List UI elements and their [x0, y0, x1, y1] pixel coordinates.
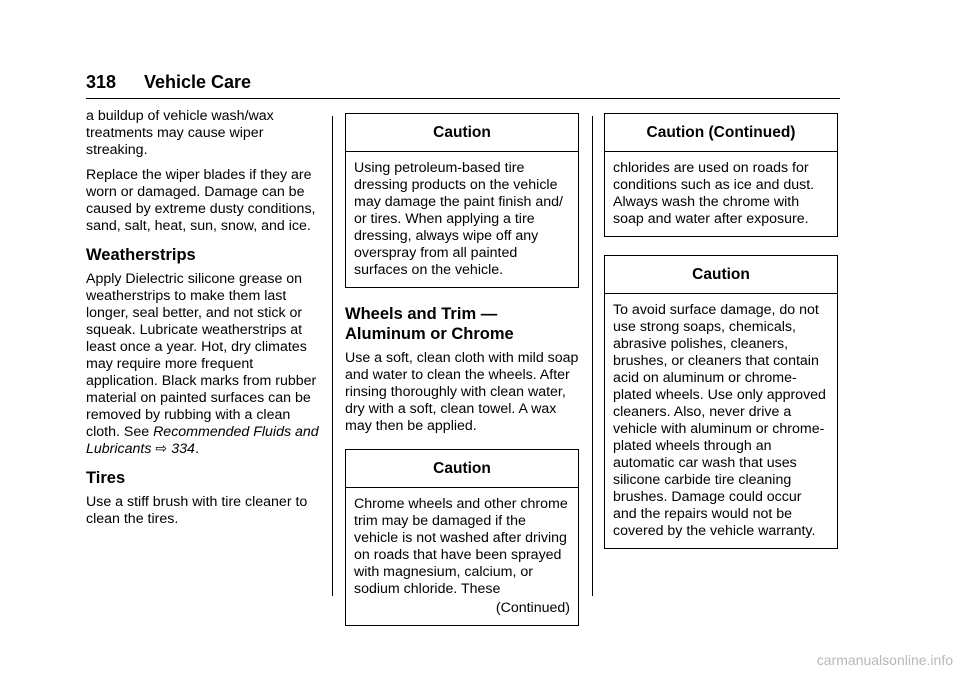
heading-weatherstrips: Weatherstrips [86, 246, 196, 264]
caution-box-continued [604, 113, 838, 237]
caution-box-chrome [345, 449, 579, 626]
column-middle [345, 113, 579, 626]
caution-box-surface-damage [604, 255, 838, 549]
heading-wheels-trim: Wheels and Trim — Aluminum or Chrome [345, 305, 514, 343]
reference-arrow-icon: ⇨ [155, 441, 168, 457]
caution-title: Caution [433, 124, 491, 141]
paragraph-tires: Use a stiff brush with tire cleaner to clean the tires. [86, 494, 308, 527]
reference-page-number[interactable]: 334 [171, 441, 195, 457]
caution-title: Caution (Continued) [646, 124, 796, 141]
paragraph-weatherstrips [86, 271, 322, 458]
column-divider-right [592, 116, 593, 596]
caution-text: chlorides are used on roads for conditions such as ice and dust. Always wash the chrome with soap and water after exposure. [613, 160, 815, 227]
caution-title: Caution [433, 460, 491, 477]
caution-body [346, 488, 578, 625]
watermark: carmanualsonline.info [816, 652, 953, 668]
paragraph-wheels: Use a soft, clean cloth with mild soap and water to clean the wheels. After rinsing thoroughly with clean water, dry with a soft, clean towel. A wax may then be applied. [345, 350, 579, 434]
paragraph-wiper-replace: Replace the wiper blades if they are worn or damaged. Damage can be caused by extreme dusty conditions, sand, salt, heat, sun, snow, and ice. [86, 167, 316, 234]
caution-text: Using petroleum-based tire dressing products on the vehicle may damage the paint finish and/ or tires. When applying a tire dressing, always wipe off any overspray from all painted surfaces on the vehicle. [354, 160, 564, 278]
page-number: 318 [86, 72, 117, 92]
paragraph-wiper-buildup: a buildup of vehicle wash/wax treatments may cause wiper streaking. [86, 108, 274, 158]
weatherstrips-end: . [194, 441, 199, 457]
reference-link-fluids[interactable]: Recommended Fluids and Lubricants [86, 424, 319, 457]
heading-tires: Tires [86, 469, 126, 487]
header-rule [86, 98, 840, 99]
caution-box-tire-dressing [345, 113, 579, 288]
section-title: Vehicle Care [144, 72, 252, 92]
column-left [86, 108, 322, 536]
caution-text: Chrome wheels and other chrome trim may be damaged if the vehicle is not washed after driving on roads that have been sprayed with magnesium, calcium, or sodium chloride. These [354, 496, 568, 597]
weatherstrips-text: Apply Dielectric silicone grease on weatherstrips to make them last longer, seal better, and not stick or squeak. Lubricate weatherstrips at least once a year. Hot, dry climates may require more frequent application. Black marks from rubber material on painted surfaces can be removed by rubbing with a clean cloth. See [86, 271, 317, 440]
column-divider-left [332, 116, 333, 596]
caution-text: To avoid surface damage, do not use strong soaps, chemicals, abrasive polishes, cleaners, brushes, or cleaners that contain acid on aluminum or chrome-plated wheels. Use only approved cleaners. Also, never drive a vehicle with aluminum or chrome-plated wheels through an automatic car wash that uses silicone carbide tire cleaning brushes. Damage could occur and the repairs would not be covered by the vehicle warranty. [613, 302, 826, 539]
continued-label: (Continued) [495, 600, 570, 616]
column-right [604, 113, 838, 549]
page-header [86, 72, 251, 93]
caution-title: Caution [692, 266, 750, 283]
